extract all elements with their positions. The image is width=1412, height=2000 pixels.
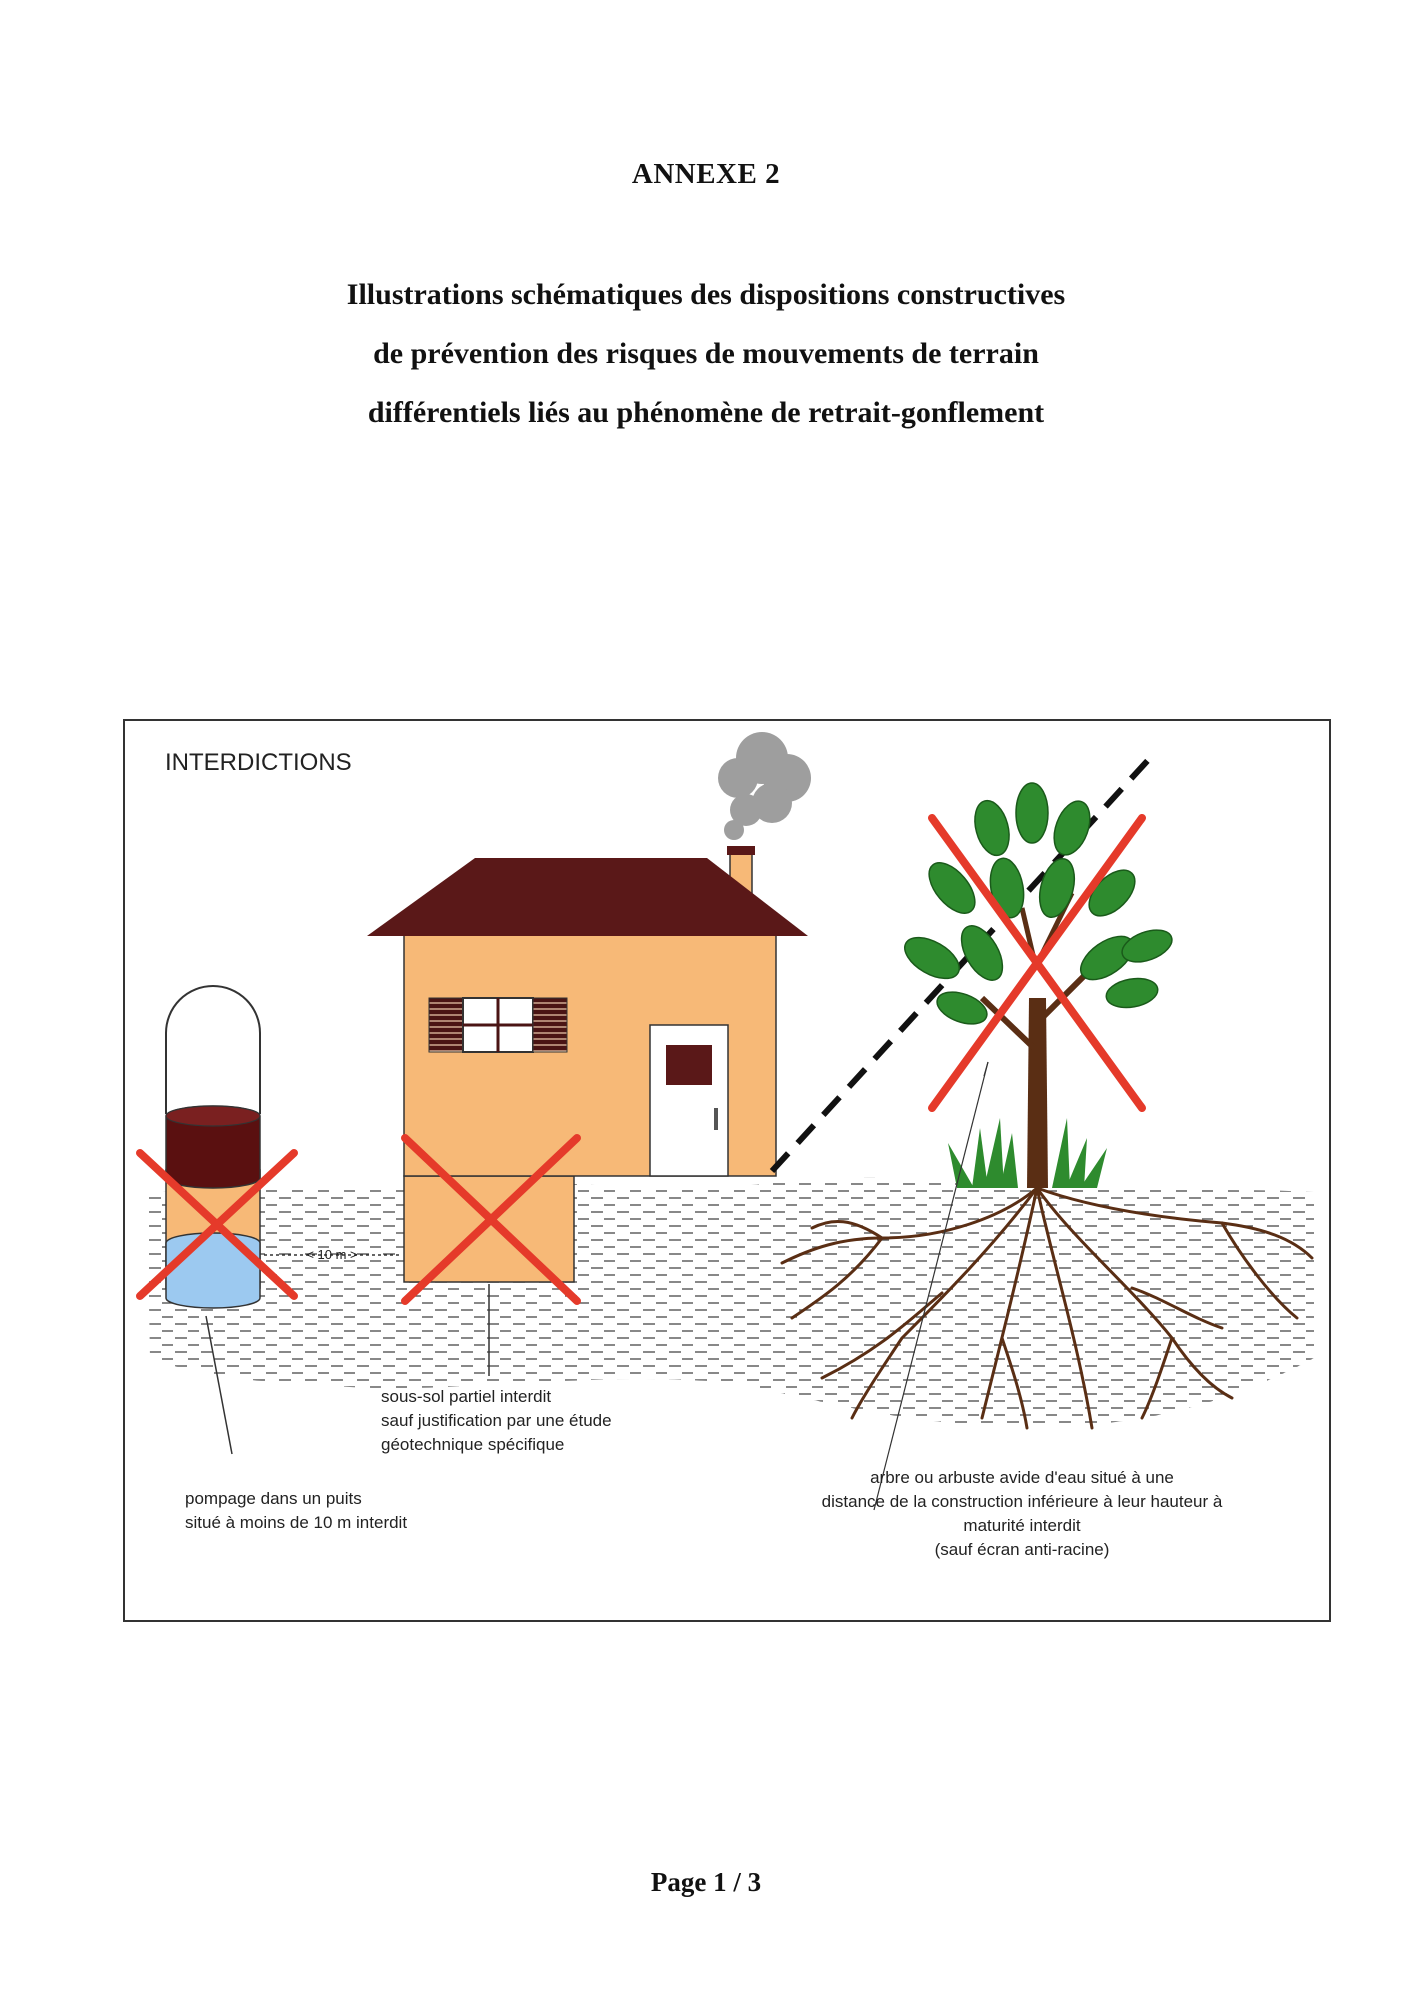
title-line: différentiels liés au phénomène de retrait-gonflement bbox=[367, 396, 1045, 429]
tree-trunk bbox=[1027, 998, 1048, 1188]
title-line: Illustrations schématiques des dispositions constructives bbox=[346, 278, 1066, 311]
svg-text:(sauf écran anti-racine): (sauf écran anti-racine) bbox=[934, 1540, 1110, 1559]
svg-text:distance de la construction in: distance de la construction inférieure à leur hauteur à bbox=[821, 1492, 1223, 1511]
annex-heading: ANNEXE 2 bbox=[631, 158, 781, 190]
title-line: de prévention des risques de mouvements de terrain bbox=[373, 337, 1039, 370]
door-handle bbox=[714, 1108, 718, 1130]
svg-text:arbre ou arbuste avide d'eau s: arbre ou arbuste avide d'eau situé à une bbox=[870, 1468, 1174, 1487]
well-top-rim bbox=[166, 1106, 260, 1126]
door-window bbox=[666, 1045, 712, 1085]
well-water bbox=[166, 1233, 260, 1308]
page-number: Page 1 / 3 bbox=[650, 1867, 762, 1897]
figure-heading: INTERDICTIONS bbox=[165, 749, 352, 776]
distance-label: < 10 m > bbox=[306, 1247, 358, 1262]
chimney-cap bbox=[727, 846, 755, 855]
svg-text:sauf justification par une étu: sauf justification par une étude bbox=[381, 1411, 612, 1430]
svg-text:maturité interdit: maturité interdit bbox=[963, 1516, 1081, 1535]
window-shutter-right bbox=[533, 998, 567, 1052]
svg-text:géotechnique spécifique: géotechnique spécifique bbox=[381, 1435, 565, 1454]
window-shutter-left bbox=[429, 998, 463, 1052]
svg-text:sous-sol partiel interdit: sous-sol partiel interdit bbox=[381, 1387, 552, 1406]
house-basement bbox=[404, 1176, 574, 1282]
svg-text:situé à moins de 10 m interdit: situé à moins de 10 m interdit bbox=[185, 1513, 408, 1532]
document-title bbox=[0, 265, 1412, 442]
interdictions-diagram bbox=[122, 718, 1332, 1623]
svg-text:pompage dans un puits: pompage dans un puits bbox=[185, 1489, 362, 1508]
